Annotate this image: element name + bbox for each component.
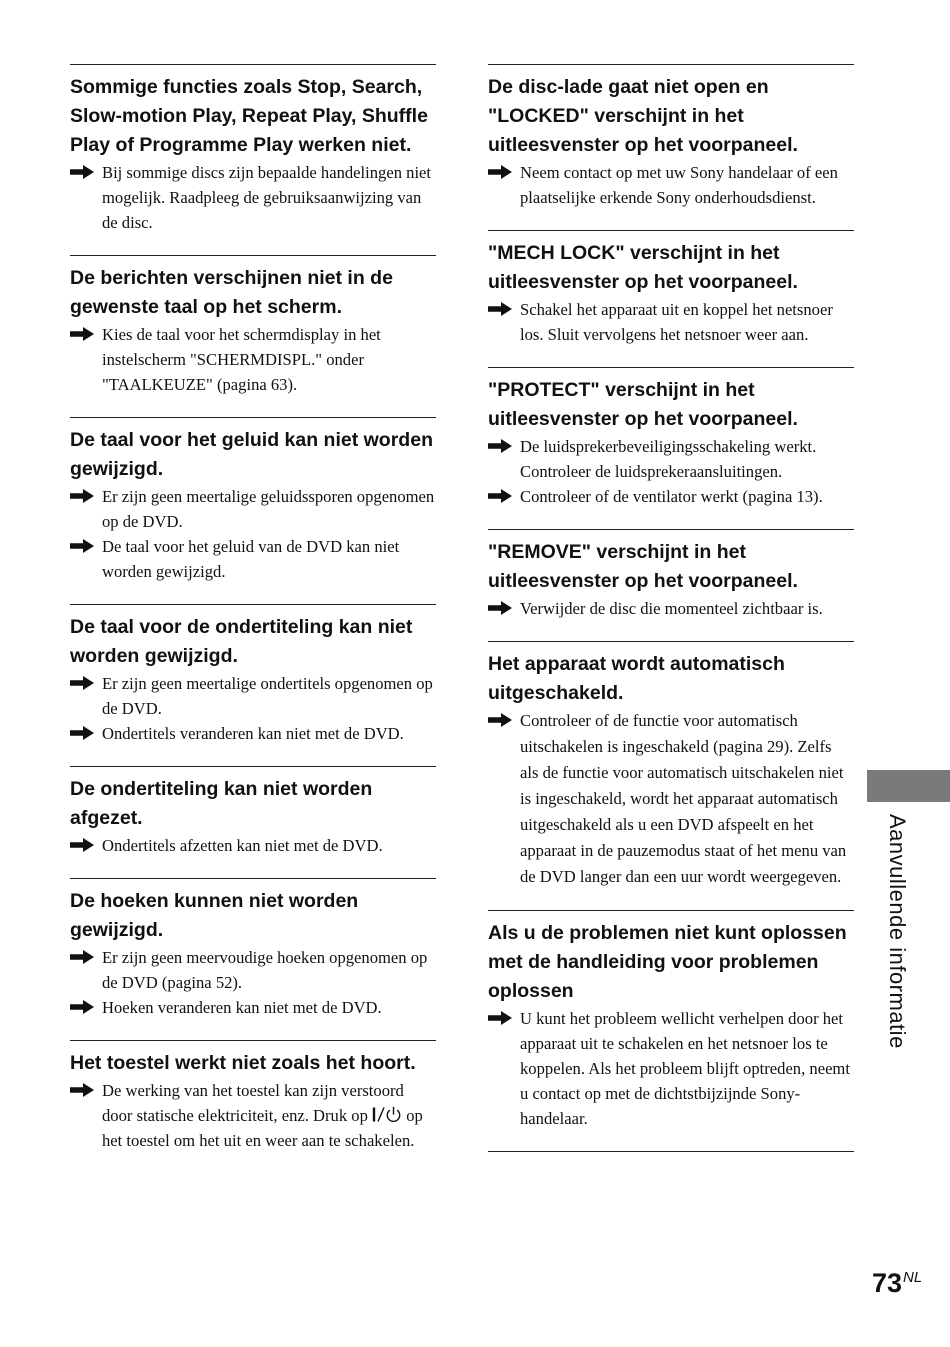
power-standby-icon [372, 1106, 402, 1123]
arrow-right-icon [70, 676, 94, 690]
arrow-right-icon [70, 950, 94, 964]
section [488, 641, 854, 890]
arrow-right-icon [70, 327, 94, 341]
solution-list [488, 1006, 854, 1131]
section [70, 417, 436, 584]
section [488, 529, 854, 621]
side-tab-bar [867, 770, 950, 802]
solution-text: Controleer of de ventilator werkt (pagina 13). [520, 487, 823, 506]
solution-item [488, 484, 854, 509]
solution-item [70, 484, 436, 534]
arrow-right-icon [488, 165, 512, 179]
section-title: De hoeken kunnen niet worden gewijzigd. [70, 890, 359, 941]
solution-list [70, 671, 436, 746]
arrow-right-icon [488, 1011, 512, 1025]
section-title: "PROTECT" verschijnt in het uitleesvenster op het voorpaneel. [488, 379, 798, 430]
section [70, 64, 436, 235]
solution-text: U kunt het probleem wellicht verhelpen door het apparaat uit te schakelen en het netsnoer los te koppelen. Als het probleem blijft optreden, neemt u contact op met de dichtstbijzijnde Sony-handelaar. [520, 1009, 850, 1128]
solution-item [70, 833, 436, 858]
arrow-right-icon [70, 726, 94, 740]
solution-text: De luidsprekerbeveiligingsschakeling werkt. Controleer de luidsprekeraansluitingen. [520, 437, 817, 481]
section-title: Het toestel werkt niet zoals het hoort. [70, 1052, 416, 1074]
solution-text: Schakel het apparaat uit en koppel het netsnoer los. Sluit vervolgens het netsnoer weer aan. [520, 300, 833, 344]
solution-text: Controleer of de functie voor automatisch uitschakelen is ingeschakeld (pagina 29). Zelfs als de functie voor automatisch uitschakelen niet is ingeschakeld, wordt het apparaat automatisch uitgeschakeld als u een DVD afspeelt en het apparaat in de pauzemodus staat of het menu van de DVD langer dan een uur wordt weergegeven. [520, 711, 847, 886]
section [488, 230, 854, 347]
solution-item [70, 160, 436, 235]
arrow-right-icon [488, 439, 512, 453]
solution-text: Ondertitels veranderen kan niet met de DVD. [102, 724, 404, 743]
arrow-right-icon [70, 539, 94, 553]
arrow-right-icon [70, 1000, 94, 1014]
solution-list [70, 160, 436, 235]
arrow-right-icon [70, 489, 94, 503]
section-title: De disc-lade gaat niet open en "LOCKED" verschijnt in het uitleesvenster op het voorpaneel. [488, 76, 798, 156]
section-title: "REMOVE" verschijnt in het uitleesvenster op het voorpaneel. [488, 541, 798, 592]
section-title: De taal voor het geluid kan niet worden gewijzigd. [70, 429, 433, 480]
section [70, 1040, 436, 1153]
solution-list [488, 160, 854, 210]
solution-text: Er zijn geen meertalige ondertitels opgenomen op de DVD. [102, 674, 433, 718]
solution-item [488, 297, 854, 347]
arrow-right-icon [70, 1083, 94, 1097]
solution-text: Hoeken veranderen kan niet met de DVD. [102, 998, 382, 1017]
solution-text: De werking van het toestel kan zijn verstoord door statische elektriciteit, enz. Druk op [102, 1081, 404, 1125]
solution-text: Er zijn geen meertalige geluidssporen opgenomen op de DVD. [102, 487, 435, 531]
section [488, 367, 854, 509]
solution-text: Ondertitels afzetten kan niet met de DVD. [102, 836, 383, 855]
solution-list [70, 1078, 436, 1153]
arrow-right-icon [70, 838, 94, 852]
right-column [488, 64, 854, 1152]
solution-item [488, 708, 854, 890]
solution-list [488, 708, 854, 890]
section-divider [488, 1151, 854, 1152]
solution-list [488, 596, 854, 621]
solution-list [488, 297, 854, 347]
section [70, 255, 436, 397]
arrow-right-icon [488, 489, 512, 503]
solution-list [70, 484, 436, 584]
section-title: Het apparaat wordt automatisch uitgeschakeld. [488, 653, 785, 704]
solution-item [488, 434, 854, 484]
section [70, 766, 436, 858]
side-tab-label: Aanvullende informatie [885, 814, 910, 1049]
section-title: Sommige functies zoals Stop, Search, Slow-motion Play, Repeat Play, Shuffle Play of Programme Play werken niet. [70, 76, 428, 156]
solution-text: op het toestel om het uit en weer aan te schakelen. [102, 1106, 423, 1150]
solution-item [70, 1078, 436, 1153]
section [488, 64, 854, 210]
solution-item [488, 596, 854, 621]
solution-list [70, 322, 436, 397]
arrow-right-icon [488, 713, 512, 727]
arrow-right-icon [70, 165, 94, 179]
solution-item [70, 534, 436, 584]
solution-text: Er zijn geen meervoudige hoeken opgenomen op de DVD (pagina 52). [102, 948, 428, 992]
solution-text: Bij sommige discs zijn bepaalde handelingen niet mogelijk. Raadpleeg de gebruiksaanwijzing van de disc. [102, 163, 432, 232]
solution-item [70, 945, 436, 995]
solution-list [70, 945, 436, 1020]
solution-item [70, 995, 436, 1020]
solution-list [70, 833, 436, 858]
solution-text: Neem contact op met uw Sony handelaar of een plaatselijke erkende Sony onderhoudsdienst. [520, 163, 838, 207]
section-title: De taal voor de ondertiteling kan niet worden gewijzigd. [70, 616, 413, 667]
solution-text: Verwijder de disc die momenteel zichtbaar is. [520, 599, 823, 618]
solution-item [488, 1006, 854, 1131]
solution-list [488, 434, 854, 509]
section-title: De berichten verschijnen niet in de gewenste taal op het scherm. [70, 267, 393, 318]
solution-text: Kies de taal voor het schermdisplay in het instelscherm "SCHERMDISPL." onder "TAALKEUZE" (pagina 63). [102, 325, 381, 394]
section [488, 910, 854, 1131]
solution-item [488, 160, 854, 210]
solution-item [70, 322, 436, 397]
section-title: Als u de problemen niet kunt oplossen met de handleiding voor problemen oplossen [488, 922, 847, 1002]
section-title: "MECH LOCK" verschijnt in het uitleesvenster op het voorpaneel. [488, 242, 798, 293]
section [70, 878, 436, 1020]
solution-item [70, 671, 436, 721]
page-number-suffix: NL [903, 1269, 923, 1286]
page-number-value: 73 [872, 1268, 903, 1298]
section [70, 604, 436, 746]
arrow-right-icon [488, 302, 512, 316]
solution-item [70, 721, 436, 746]
section-title: De ondertiteling kan niet worden afgezet. [70, 778, 373, 829]
left-column [70, 64, 436, 1153]
page-number [872, 1268, 922, 1299]
arrow-right-icon [488, 601, 512, 615]
solution-text: De taal voor het geluid van de DVD kan niet worden gewijzigd. [102, 537, 400, 581]
